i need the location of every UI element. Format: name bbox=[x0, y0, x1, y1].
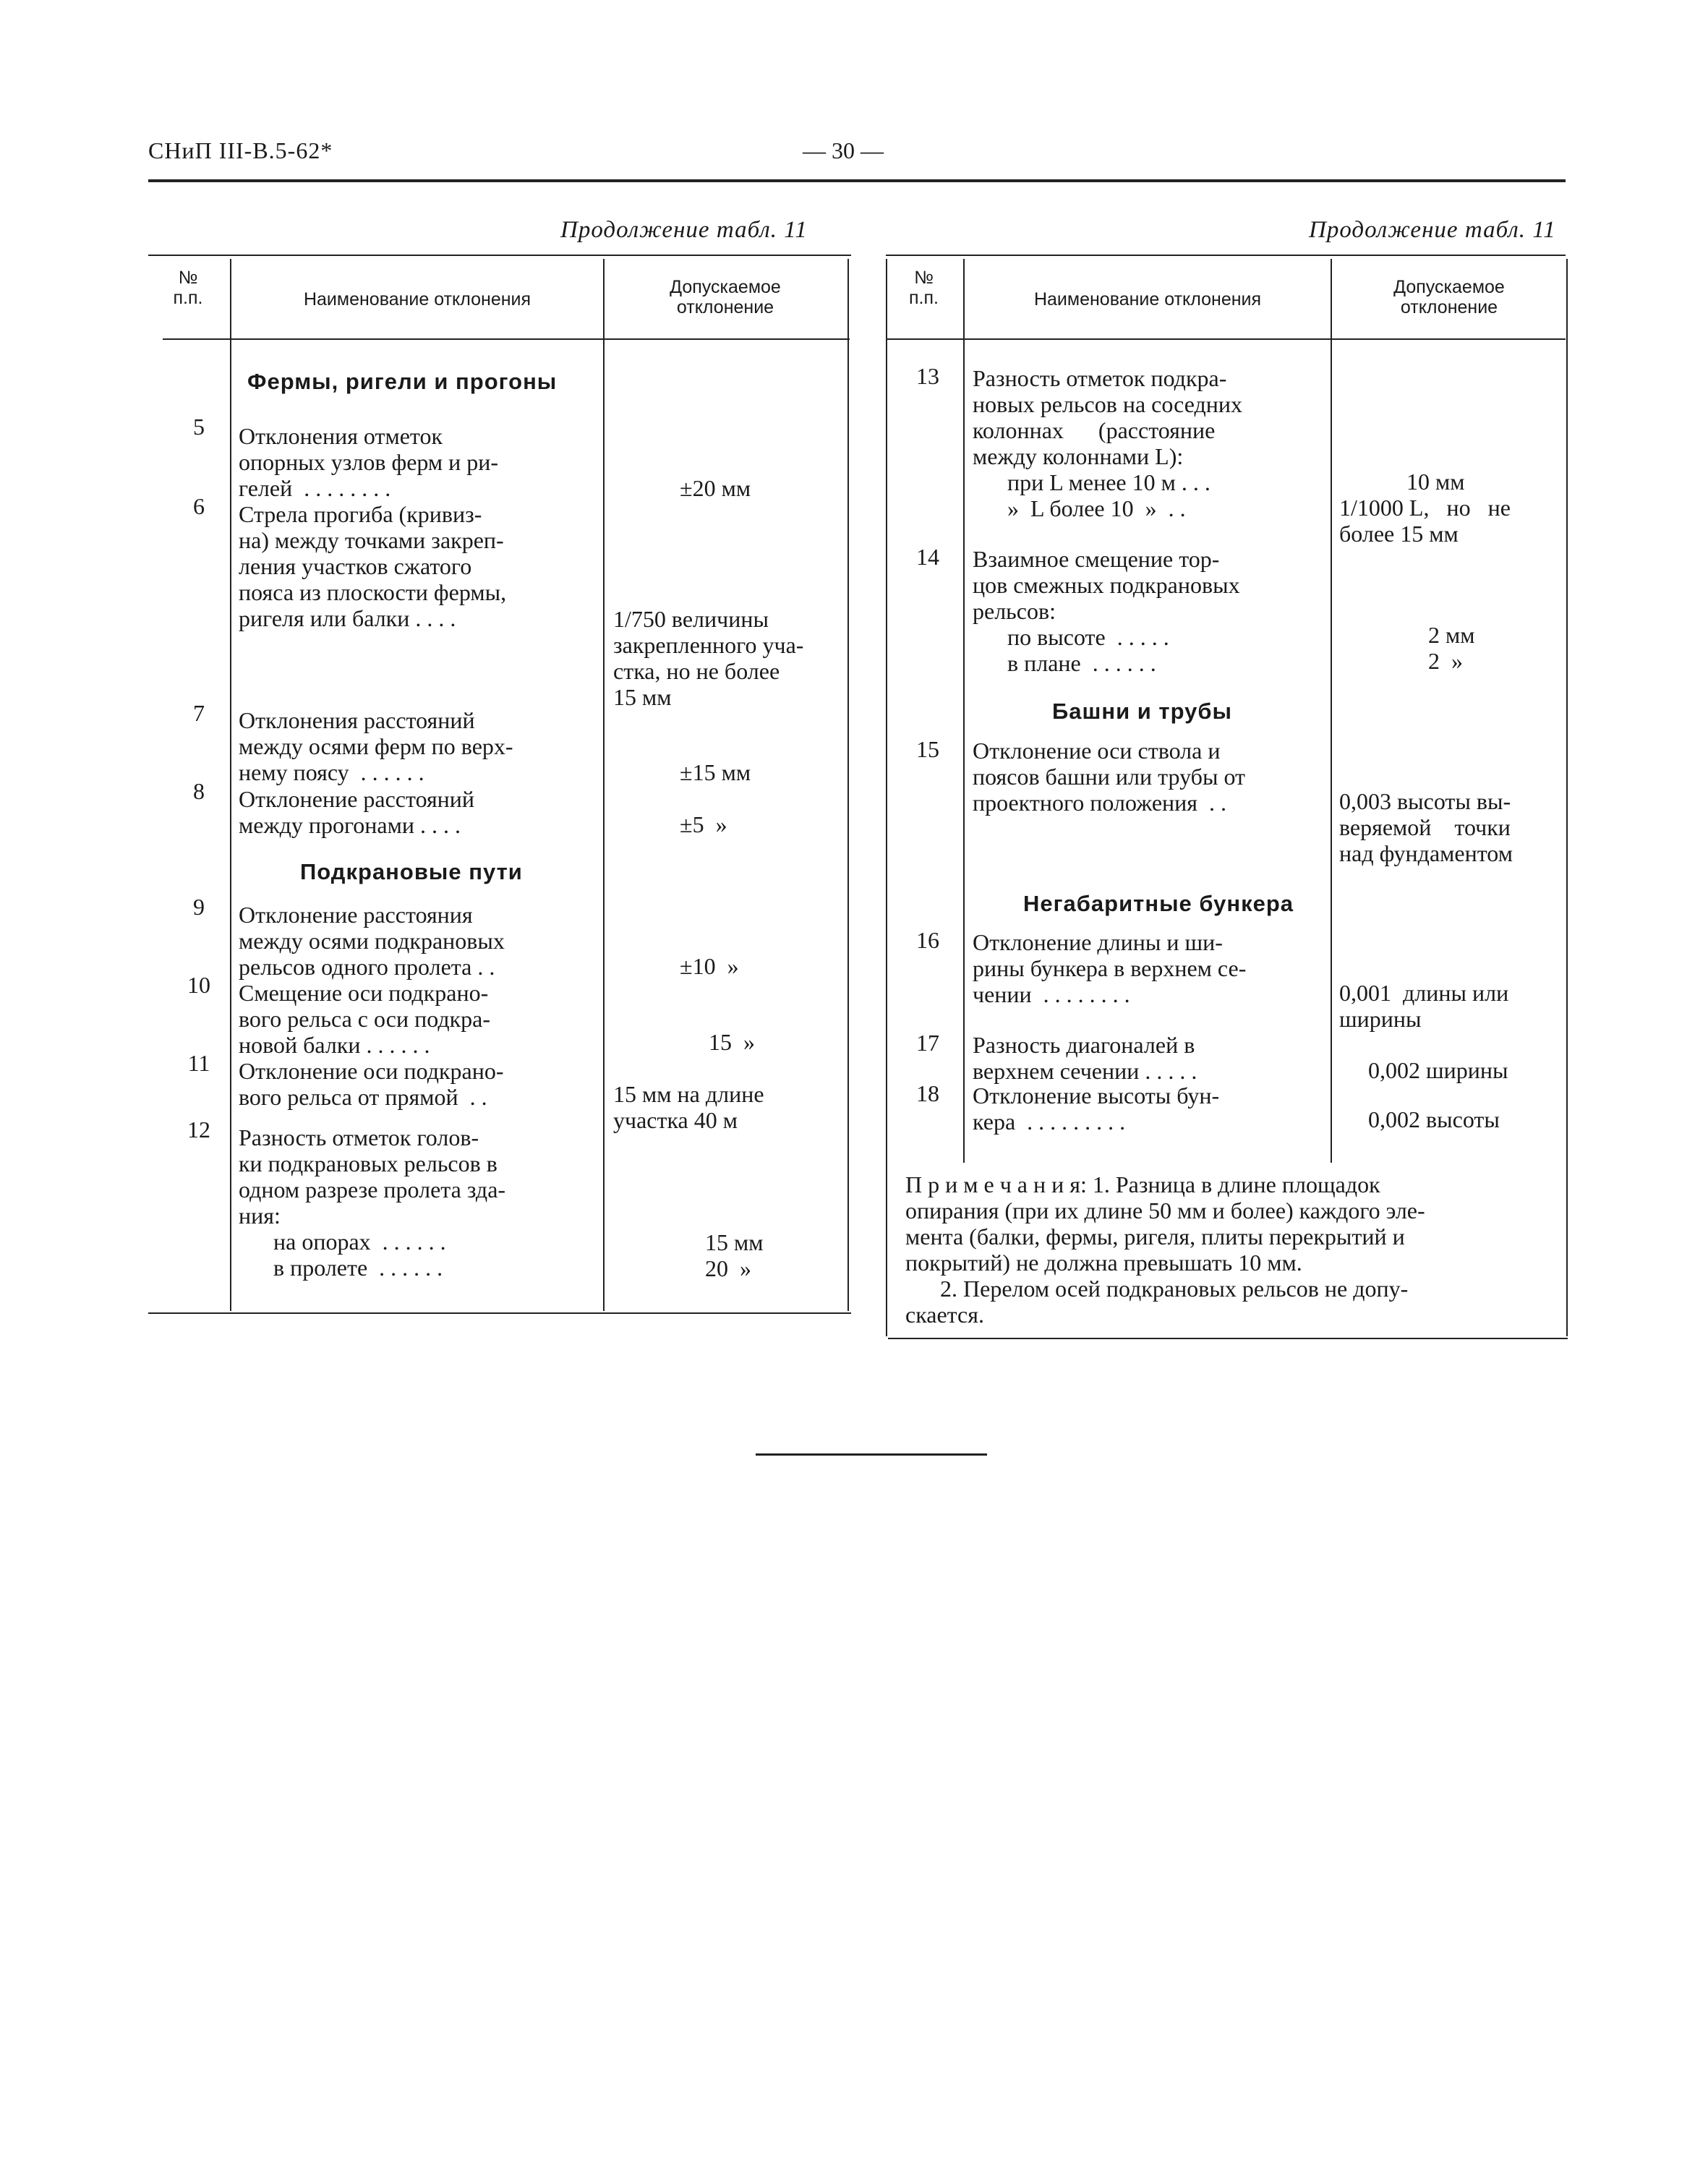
row-description: Отклонение расстояний между прогонами . . . . bbox=[239, 786, 475, 838]
row-tolerance: ±20 мм bbox=[680, 475, 751, 501]
section-heading: Негабаритные бункера bbox=[1023, 891, 1294, 916]
page-number: — 30 — bbox=[803, 137, 884, 163]
section-heading: Башни и трубы bbox=[1052, 699, 1232, 724]
row-description: Стрела прогиба (кривиз- на) между точками закреп- ления участков сжатого пояса из плоскости фермы, ригеля или балки . . . . bbox=[239, 501, 507, 631]
row-number: 11 bbox=[187, 1050, 210, 1076]
left-table-top-rule bbox=[148, 255, 851, 256]
header-rule bbox=[148, 179, 1566, 182]
row-tolerance: 0,001 длины или ширины bbox=[1339, 980, 1509, 1032]
col-header-tolerance: Допускаемое отклонение bbox=[1393, 277, 1505, 317]
row-description: Отклонения отметок опорных узлов ферм и ри- гелей . . . . . . . . bbox=[239, 423, 499, 501]
left-table-header-rule bbox=[163, 338, 850, 340]
row-number: 10 bbox=[187, 972, 210, 998]
row-number: 16 bbox=[916, 927, 939, 953]
continuation-label-left: Продолжение табл. 11 bbox=[560, 217, 808, 243]
row-number: 17 bbox=[916, 1030, 939, 1056]
row-description: Отклонение высоты бун- кера . . . . . . . . . bbox=[973, 1082, 1220, 1135]
row-number: 18 bbox=[916, 1080, 939, 1106]
section-heading: Подкрановые пути bbox=[300, 859, 523, 884]
continuation-label-right: Продолжение табл. 11 bbox=[1309, 217, 1556, 243]
row-tolerance: ±5 » bbox=[680, 811, 727, 837]
row-tolerance: 0,002 ширины bbox=[1368, 1057, 1508, 1083]
col-header-tolerance: Допускаемое отклонение bbox=[670, 277, 781, 317]
row-tolerance: 15 мм на длине участка 40 м bbox=[613, 1081, 764, 1133]
table-notes: П р и м е ч а н и я: 1. Разница в длине площадок опирания (при их длине 50 мм и более) каждого эле- мента (балки, фермы, ригеля, плиты перекрытий и покрытий) не должна превышать 10 мм. 2. Перелом осей подкрановых рельсов не допу- скается. bbox=[905, 1171, 1425, 1328]
right-table-bottom-rule bbox=[888, 1338, 1568, 1339]
row-number: 15 bbox=[916, 736, 939, 762]
row-number: 7 bbox=[193, 700, 205, 726]
row-tolerance: 0,002 высоты bbox=[1368, 1106, 1500, 1132]
row-tolerance: ±15 мм bbox=[680, 759, 751, 785]
right-col-divider-2 bbox=[1331, 259, 1332, 1163]
right-table-top-rule bbox=[886, 255, 1566, 256]
row-number: 5 bbox=[193, 414, 205, 440]
row-description: Отклонение расстояния между осями подкрановых рельсов одного пролета . . bbox=[239, 902, 505, 980]
right-table-header-rule bbox=[886, 338, 1566, 340]
row-description: Разность отметок подкра- новых рельсов на соседних колоннах (расстояние между колоннами L): при L менее 10 м . . . » L более 10 » . . bbox=[973, 365, 1243, 521]
col-header-num: № п.п. bbox=[909, 268, 939, 308]
row-tolerance-span: 20 » bbox=[705, 1255, 751, 1281]
row-tolerance: 10 мм bbox=[1406, 469, 1465, 495]
row-number: 9 bbox=[193, 894, 205, 920]
row-tolerance: 1/1000 L, но не более 15 мм bbox=[1339, 495, 1511, 547]
row-number: 14 bbox=[916, 544, 939, 570]
right-col-divider-0 bbox=[886, 259, 887, 1336]
row-tolerance: 2 мм bbox=[1428, 622, 1475, 648]
row-description: Смещение оси подкрано- вого рельса с оси подкра- новой балки . . . . . . bbox=[239, 980, 490, 1058]
right-col-divider-1 bbox=[963, 259, 965, 1163]
end-rule bbox=[756, 1453, 987, 1456]
col-header-name: Наименование отклонения bbox=[303, 289, 531, 309]
right-col-divider-3 bbox=[1566, 259, 1568, 1336]
row-number: 6 bbox=[193, 493, 205, 519]
col-header-num: № п.п. bbox=[173, 268, 203, 308]
row-number: 12 bbox=[187, 1116, 210, 1143]
row-number: 8 bbox=[193, 778, 205, 804]
row-description: Отклонение оси ствола и поясов башни или трубы от проектного положения . . bbox=[973, 738, 1246, 816]
row-description: Разность диагоналей в верхнем сечении . . . . . bbox=[973, 1032, 1197, 1084]
row-description: Взаимное смещение тор- цов смежных подкрановых рельсов: по высоте . . . . . в плане . . . . . . bbox=[973, 546, 1240, 676]
left-col-divider-3 bbox=[847, 259, 849, 1311]
section-heading: Фермы, ригели и прогоны bbox=[247, 369, 558, 394]
row-tolerance: 1/750 величины закрепленного уча- стка, но не более 15 мм bbox=[613, 606, 804, 710]
row-tolerance: 0,003 высоты вы- веряемой точки над фундаментом bbox=[1339, 788, 1513, 866]
row-tolerance: 2 » bbox=[1428, 648, 1463, 674]
row-description: Отклонение оси подкрано- вого рельса от прямой . . bbox=[239, 1058, 504, 1110]
left-col-divider-2 bbox=[603, 259, 605, 1311]
row-description: Отклонения расстояний между осями ферм по верх- нему поясу . . . . . . bbox=[239, 707, 513, 785]
row-number: 13 bbox=[916, 363, 939, 389]
row-tolerance-supports: 15 мм bbox=[705, 1229, 764, 1255]
row-description: Отклонение длины и ши- рины бункера в верхнем се- чении . . . . . . . . bbox=[973, 929, 1247, 1007]
left-table-bottom-rule bbox=[148, 1312, 851, 1314]
document-code: СНиП III-В.5-62* bbox=[148, 137, 333, 163]
row-tolerance: 15 » bbox=[709, 1029, 755, 1055]
row-description: Разность отметок голов- ки подкрановых рельсов в одном разрезе пролета зда- ния: на опорах . . . . . . в пролете . . . . . . bbox=[239, 1124, 506, 1281]
col-header-name: Наименование отклонения bbox=[1033, 289, 1262, 309]
row-tolerance: ±10 » bbox=[680, 953, 739, 979]
